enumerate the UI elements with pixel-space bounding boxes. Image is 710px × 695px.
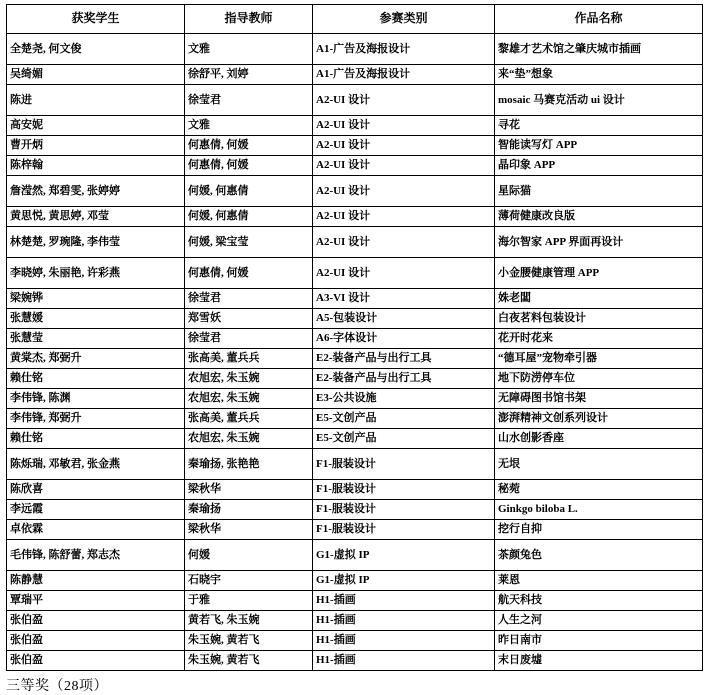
cell-work: “德耳屋”宠物牵引器 xyxy=(495,349,703,369)
cell-student: 毛伟锋, 陈舒蕾, 郑志杰 xyxy=(7,540,185,571)
cell-teacher: 朱玉婉, 黄若飞 xyxy=(185,631,313,651)
table-row xyxy=(7,651,703,671)
cell-teacher: 农旭宏, 朱玉婉 xyxy=(185,389,313,409)
table-row xyxy=(7,176,703,207)
cell-teacher: 梁秋华 xyxy=(185,480,313,500)
cell-teacher: 何惠倩, 何媛 xyxy=(185,136,313,156)
table-row xyxy=(7,309,703,329)
cell-work: mosaic 马赛克活动 ui 设计 xyxy=(495,85,703,116)
cell-category: G1-虚拟 IP xyxy=(313,571,495,591)
cell-student: 林楚楚, 罗琬隆, 李伟莹 xyxy=(7,227,185,258)
column-header-category: 参赛类别 xyxy=(313,5,495,34)
cell-category: A2-UI 设计 xyxy=(313,136,495,156)
cell-category: A2-UI 设计 xyxy=(313,85,495,116)
cell-category: A6-字体设计 xyxy=(313,329,495,349)
cell-teacher: 何媛, 何惠倩 xyxy=(185,207,313,227)
table-row xyxy=(7,136,703,156)
cell-teacher: 文雅 xyxy=(185,34,313,65)
cell-work: 寻花 xyxy=(495,116,703,136)
cell-teacher: 黄若飞, 朱玉婉 xyxy=(185,611,313,631)
cell-student: 张慧媛 xyxy=(7,309,185,329)
cell-student: 张伯盈 xyxy=(7,651,185,671)
cell-teacher: 郑雪妖 xyxy=(185,309,313,329)
cell-work: 昨日南市 xyxy=(495,631,703,651)
table-row xyxy=(7,34,703,65)
cell-category: A3-VI 设计 xyxy=(313,289,495,309)
table-row xyxy=(7,65,703,85)
cell-category: A1-广告及海报设计 xyxy=(313,65,495,85)
cell-student: 张伯盈 xyxy=(7,611,185,631)
cell-category: E2-装备产品与出行工具 xyxy=(313,349,495,369)
table-header-row xyxy=(7,5,703,34)
cell-teacher: 何媛, 梁宝莹 xyxy=(185,227,313,258)
cell-category: F1-服装设计 xyxy=(313,480,495,500)
cell-work: 黎雄才艺术馆之肇庆城市插画 xyxy=(495,34,703,65)
cell-work: 无障碍图书馆书架 xyxy=(495,389,703,409)
cell-category: H1-插画 xyxy=(313,631,495,651)
cell-student: 詹滢然, 郑碧雯, 张婷婷 xyxy=(7,176,185,207)
cell-teacher: 徐莹君 xyxy=(185,85,313,116)
cell-student: 吴绮媚 xyxy=(7,65,185,85)
cell-category: F1-服装设计 xyxy=(313,520,495,540)
cell-category: G1-虚拟 IP xyxy=(313,540,495,571)
cell-work: 花开时花来 xyxy=(495,329,703,349)
cell-teacher: 何媛, 何惠倩 xyxy=(185,176,313,207)
cell-student: 张慧莹 xyxy=(7,329,185,349)
cell-student: 李伟锋, 郑弼升 xyxy=(7,409,185,429)
table-row xyxy=(7,289,703,309)
cell-student: 张伯盈 xyxy=(7,631,185,651)
cell-teacher: 何媛 xyxy=(185,540,313,571)
cell-work: 海尔智家 APP 界面再设计 xyxy=(495,227,703,258)
cell-category: A2-UI 设计 xyxy=(313,227,495,258)
cell-work: Ginkgo biloba L. xyxy=(495,500,703,520)
cell-work: 来“垫”想象 xyxy=(495,65,703,85)
column-header-teacher: 指导教师 xyxy=(185,5,313,34)
cell-student: 梁婉铧 xyxy=(7,289,185,309)
cell-teacher: 朱玉婉, 黄若飞 xyxy=(185,651,313,671)
footer-note: 三等奖（28项） xyxy=(6,679,108,694)
cell-student: 高安妮 xyxy=(7,116,185,136)
cell-student: 赖仕铭 xyxy=(7,369,185,389)
table-row xyxy=(7,329,703,349)
cell-work: 薄荷健康改良版 xyxy=(495,207,703,227)
cell-teacher: 何惠倩, 何媛 xyxy=(185,258,313,289)
column-header-student: 获奖学生 xyxy=(7,5,185,34)
cell-teacher: 徐舒平, 刘婷 xyxy=(185,65,313,85)
cell-work: 姝老闆 xyxy=(495,289,703,309)
cell-teacher: 张高美, 董兵兵 xyxy=(185,349,313,369)
table-row xyxy=(7,429,703,449)
cell-work: 山水创影香座 xyxy=(495,429,703,449)
cell-student: 黄思悦, 黄思婷, 邓莹 xyxy=(7,207,185,227)
cell-work: 秘菀 xyxy=(495,480,703,500)
table-row xyxy=(7,369,703,389)
table-row xyxy=(7,611,703,631)
table-row xyxy=(7,591,703,611)
table-row xyxy=(7,227,703,258)
cell-category: E3-公共设施 xyxy=(313,389,495,409)
cell-category: A2-UI 设计 xyxy=(313,116,495,136)
cell-category: A2-UI 设计 xyxy=(313,258,495,289)
cell-student: 李伟锋, 陈渊 xyxy=(7,389,185,409)
cell-work: 末日废墟 xyxy=(495,651,703,671)
table-row xyxy=(7,207,703,227)
cell-work: 无垠 xyxy=(495,449,703,480)
table-body xyxy=(7,34,703,671)
cell-teacher: 徐莹君 xyxy=(185,329,313,349)
cell-teacher: 何惠倩, 何媛 xyxy=(185,156,313,176)
cell-category: E5-文创产品 xyxy=(313,409,495,429)
cell-category: H1-插画 xyxy=(313,591,495,611)
cell-category: A5-包装设计 xyxy=(313,309,495,329)
cell-category: A2-UI 设计 xyxy=(313,156,495,176)
cell-work: 地下防涝停车位 xyxy=(495,369,703,389)
table-row xyxy=(7,449,703,480)
cell-student: 李远霞 xyxy=(7,500,185,520)
table-row xyxy=(7,571,703,591)
table-row xyxy=(7,85,703,116)
cell-work: 航天科技 xyxy=(495,591,703,611)
cell-category: H1-插画 xyxy=(313,651,495,671)
cell-teacher: 梁秋华 xyxy=(185,520,313,540)
cell-work: 智能读写灯 APP xyxy=(495,136,703,156)
cell-student: 李晓婷, 朱丽艳, 许彩燕 xyxy=(7,258,185,289)
cell-student: 全楚尧, 何文俊 xyxy=(7,34,185,65)
award-table xyxy=(6,4,703,671)
cell-student: 陈欣喜 xyxy=(7,480,185,500)
table-row xyxy=(7,156,703,176)
table-row xyxy=(7,631,703,651)
cell-category: A2-UI 设计 xyxy=(313,176,495,207)
cell-category: F1-服装设计 xyxy=(313,449,495,480)
column-header-work: 作品名称 xyxy=(495,5,703,34)
cell-category: H1-插画 xyxy=(313,611,495,631)
table-header xyxy=(7,5,703,34)
cell-category: E2-装备产品与出行工具 xyxy=(313,369,495,389)
cell-teacher: 秦瑜扬 xyxy=(185,500,313,520)
cell-student: 赖仕铭 xyxy=(7,429,185,449)
cell-teacher: 石晓宇 xyxy=(185,571,313,591)
cell-student: 陈梓翰 xyxy=(7,156,185,176)
cell-teacher: 农旭宏, 朱玉婉 xyxy=(185,429,313,449)
cell-work: 人生之河 xyxy=(495,611,703,631)
cell-category: A1-广告及海报设计 xyxy=(313,34,495,65)
table-row xyxy=(7,520,703,540)
table-row xyxy=(7,500,703,520)
table-row xyxy=(7,116,703,136)
cell-teacher: 徐莹君 xyxy=(185,289,313,309)
table-row xyxy=(7,389,703,409)
cell-work: 小金腰健康管理 APP xyxy=(495,258,703,289)
cell-work: 星际猫 xyxy=(495,176,703,207)
table-row xyxy=(7,409,703,429)
cell-work: 茶颜兔色 xyxy=(495,540,703,571)
table-row xyxy=(7,349,703,369)
cell-category: E5-文创产品 xyxy=(313,429,495,449)
cell-student: 陈静慧 xyxy=(7,571,185,591)
cell-work: 晶印象 APP xyxy=(495,156,703,176)
cell-student: 覃瑞平 xyxy=(7,591,185,611)
cell-teacher: 秦瑜扬, 张艳艳 xyxy=(185,449,313,480)
cell-student: 陈进 xyxy=(7,85,185,116)
cell-student: 卓依霖 xyxy=(7,520,185,540)
cell-teacher: 于雅 xyxy=(185,591,313,611)
cell-work: 挖行自抑 xyxy=(495,520,703,540)
cell-work: 莱恩 xyxy=(495,571,703,591)
cell-student: 曹开炳 xyxy=(7,136,185,156)
cell-category: A2-UI 设计 xyxy=(313,207,495,227)
cell-category: F1-服装设计 xyxy=(313,500,495,520)
cell-work: 澎湃精神文创系列设计 xyxy=(495,409,703,429)
table-row xyxy=(7,258,703,289)
cell-student: 陈烁瑞, 邓敏君, 张金燕 xyxy=(7,449,185,480)
cell-teacher: 农旭宏, 朱玉婉 xyxy=(185,369,313,389)
table-row xyxy=(7,540,703,571)
cell-student: 黄棠杰, 郑弼升 xyxy=(7,349,185,369)
cell-teacher: 文雅 xyxy=(185,116,313,136)
table-row xyxy=(7,480,703,500)
cell-teacher: 张高美, 董兵兵 xyxy=(185,409,313,429)
cell-work: 白夜茗料包装设计 xyxy=(495,309,703,329)
